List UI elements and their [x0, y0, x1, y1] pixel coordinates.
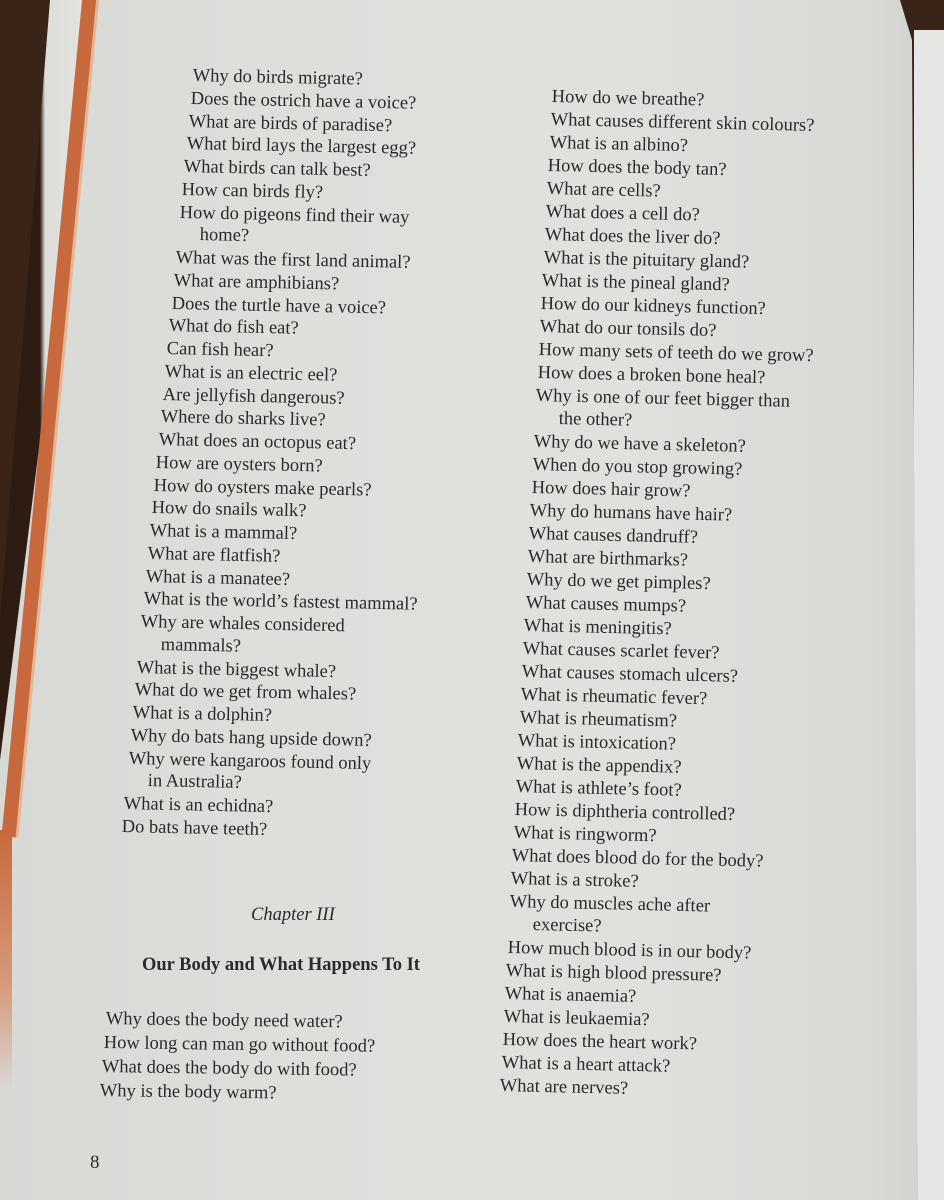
toc-question: How does a broken bone heal?	[537, 363, 766, 389]
toc-question: What is meningitis?	[523, 616, 673, 640]
toc-question: What is an echidna?	[123, 794, 274, 818]
toc-question: What is a stroke?	[510, 869, 640, 892]
toc-question: What does an octopus eat?	[158, 430, 356, 455]
toc-question: What causes different skin colours?	[550, 110, 815, 136]
toc-question: How can birds fly?	[181, 179, 324, 203]
toc-question: What is a heart attack?	[501, 1053, 671, 1077]
toc-question: What is the world’s fastest mammal?	[143, 589, 418, 615]
toc-question: What is an albino?	[549, 133, 688, 157]
toc-question: home?	[199, 225, 250, 247]
chapter-label: Chapter III	[251, 905, 335, 925]
toc-question: Why do we get pimples?	[526, 570, 711, 595]
toc-question: How does the heart work?	[502, 1030, 697, 1055]
toc-question: How do oysters make pearls?	[153, 475, 373, 501]
toc-question: How do our kidneys function?	[540, 294, 767, 320]
toc-question: What is the pineal gland?	[541, 271, 731, 296]
toc-question: When do you stop growing?	[532, 455, 743, 480]
toc-question: What is leukaemia?	[503, 1007, 650, 1031]
toc-question: How do pigeons find their way	[179, 202, 410, 228]
toc-question: What is a dolphin?	[132, 703, 273, 726]
page-number: 8	[90, 1152, 100, 1173]
toc-question: How are oysters born?	[156, 452, 324, 477]
toc-question: How long can man go without food?	[103, 1033, 376, 1057]
toc-question: What are birds of paradise?	[188, 111, 393, 136]
toc-question: What are nerves?	[499, 1076, 629, 1099]
toc-question: What is a manatee?	[145, 566, 290, 590]
toc-question: Why do we have a skeleton?	[533, 432, 747, 457]
toc-question: What is a mammal?	[149, 521, 298, 545]
toc-question: What are flatfish?	[147, 543, 281, 567]
toc-question: What does blood do for the body?	[511, 846, 765, 872]
toc-question: What is high blood pressure?	[505, 961, 723, 986]
toc-question: What was the first land animal?	[175, 248, 411, 273]
toc-question: What does a cell do?	[545, 202, 701, 226]
toc-question: What is rheumatic fever?	[520, 685, 708, 710]
toc-question: What is ringworm?	[513, 823, 657, 847]
toc-question: How is diphtheria controlled?	[514, 800, 736, 825]
toc-question: Can fish hear?	[166, 339, 275, 362]
chapter-title: Our Body and What Happens To It	[142, 955, 420, 975]
toc-question: What are cells?	[546, 179, 662, 202]
toc-question: What bird lays the largest egg?	[186, 134, 416, 160]
toc-question: Why is the body warm?	[99, 1081, 277, 1104]
toc-question: What causes mumps?	[525, 593, 686, 617]
toc-question: How many sets of teeth do we grow?	[538, 340, 814, 367]
toc-question: Why do bats hang upside down?	[130, 725, 372, 751]
toc-question: Why are whales considered	[140, 612, 346, 637]
toc-question: Why does the body need water?	[105, 1009, 343, 1033]
toc-question: What is intoxication?	[517, 731, 677, 755]
toc-question: What is the appendix?	[516, 754, 683, 778]
toc-question: What is rheumatism?	[519, 708, 677, 732]
toc-question: Why do muscles ache after	[509, 892, 711, 917]
toc-question: How does hair grow?	[531, 478, 691, 502]
toc-question: What is an electric eel?	[164, 361, 338, 386]
toc-question: What birds can talk best?	[183, 157, 372, 181]
toc-question: How do we breathe?	[551, 87, 705, 111]
toc-question: What does the liver do?	[544, 225, 721, 249]
toc-question: Why do birds migrate?	[192, 66, 364, 90]
toc-question: What do fish eat?	[168, 316, 300, 339]
toc-question: Why were kangaroos found only	[128, 748, 371, 774]
toc-question: What is anaemia?	[504, 984, 637, 1007]
toc-question: exercise?	[532, 915, 602, 937]
toc-question: How do snails walk?	[151, 498, 307, 522]
toc-question: What causes scarlet fever?	[522, 639, 720, 664]
toc-question: Does the ostrich have a voice?	[190, 88, 417, 114]
toc-question: Where do sharks live?	[160, 407, 326, 431]
toc-question: What is the biggest whale?	[136, 657, 337, 682]
toc-question: What is the pituitary gland?	[543, 248, 750, 273]
toc-question: What are birthmarks?	[527, 547, 689, 571]
toc-question: What are amphibians?	[173, 270, 340, 295]
toc-question: How does the body tan?	[547, 156, 728, 181]
toc-question: in Australia?	[147, 771, 243, 794]
toc-question: Why do humans have hair?	[529, 501, 733, 526]
toc-question: the other?	[558, 409, 633, 431]
toc-question: What causes dandruff?	[528, 524, 699, 548]
toc-question: Are jellyfish dangerous?	[162, 384, 345, 409]
toc-question: What causes stomach ulcers?	[521, 662, 739, 687]
toc-question: What does the body do with food?	[101, 1057, 357, 1081]
toc-question: What do our tonsils do?	[539, 317, 717, 342]
toc-question: What is athlete’s foot?	[515, 777, 682, 801]
toc-question: Do bats have teeth?	[121, 816, 268, 840]
toc-question: Does the turtle have a voice?	[171, 293, 386, 318]
toc-question: How much blood is in our body?	[507, 938, 752, 964]
toc-question: Why is one of our feet bigger than	[535, 386, 791, 412]
toc-question: What do we get from whales?	[134, 680, 357, 705]
toc-question: mammals?	[160, 634, 242, 657]
